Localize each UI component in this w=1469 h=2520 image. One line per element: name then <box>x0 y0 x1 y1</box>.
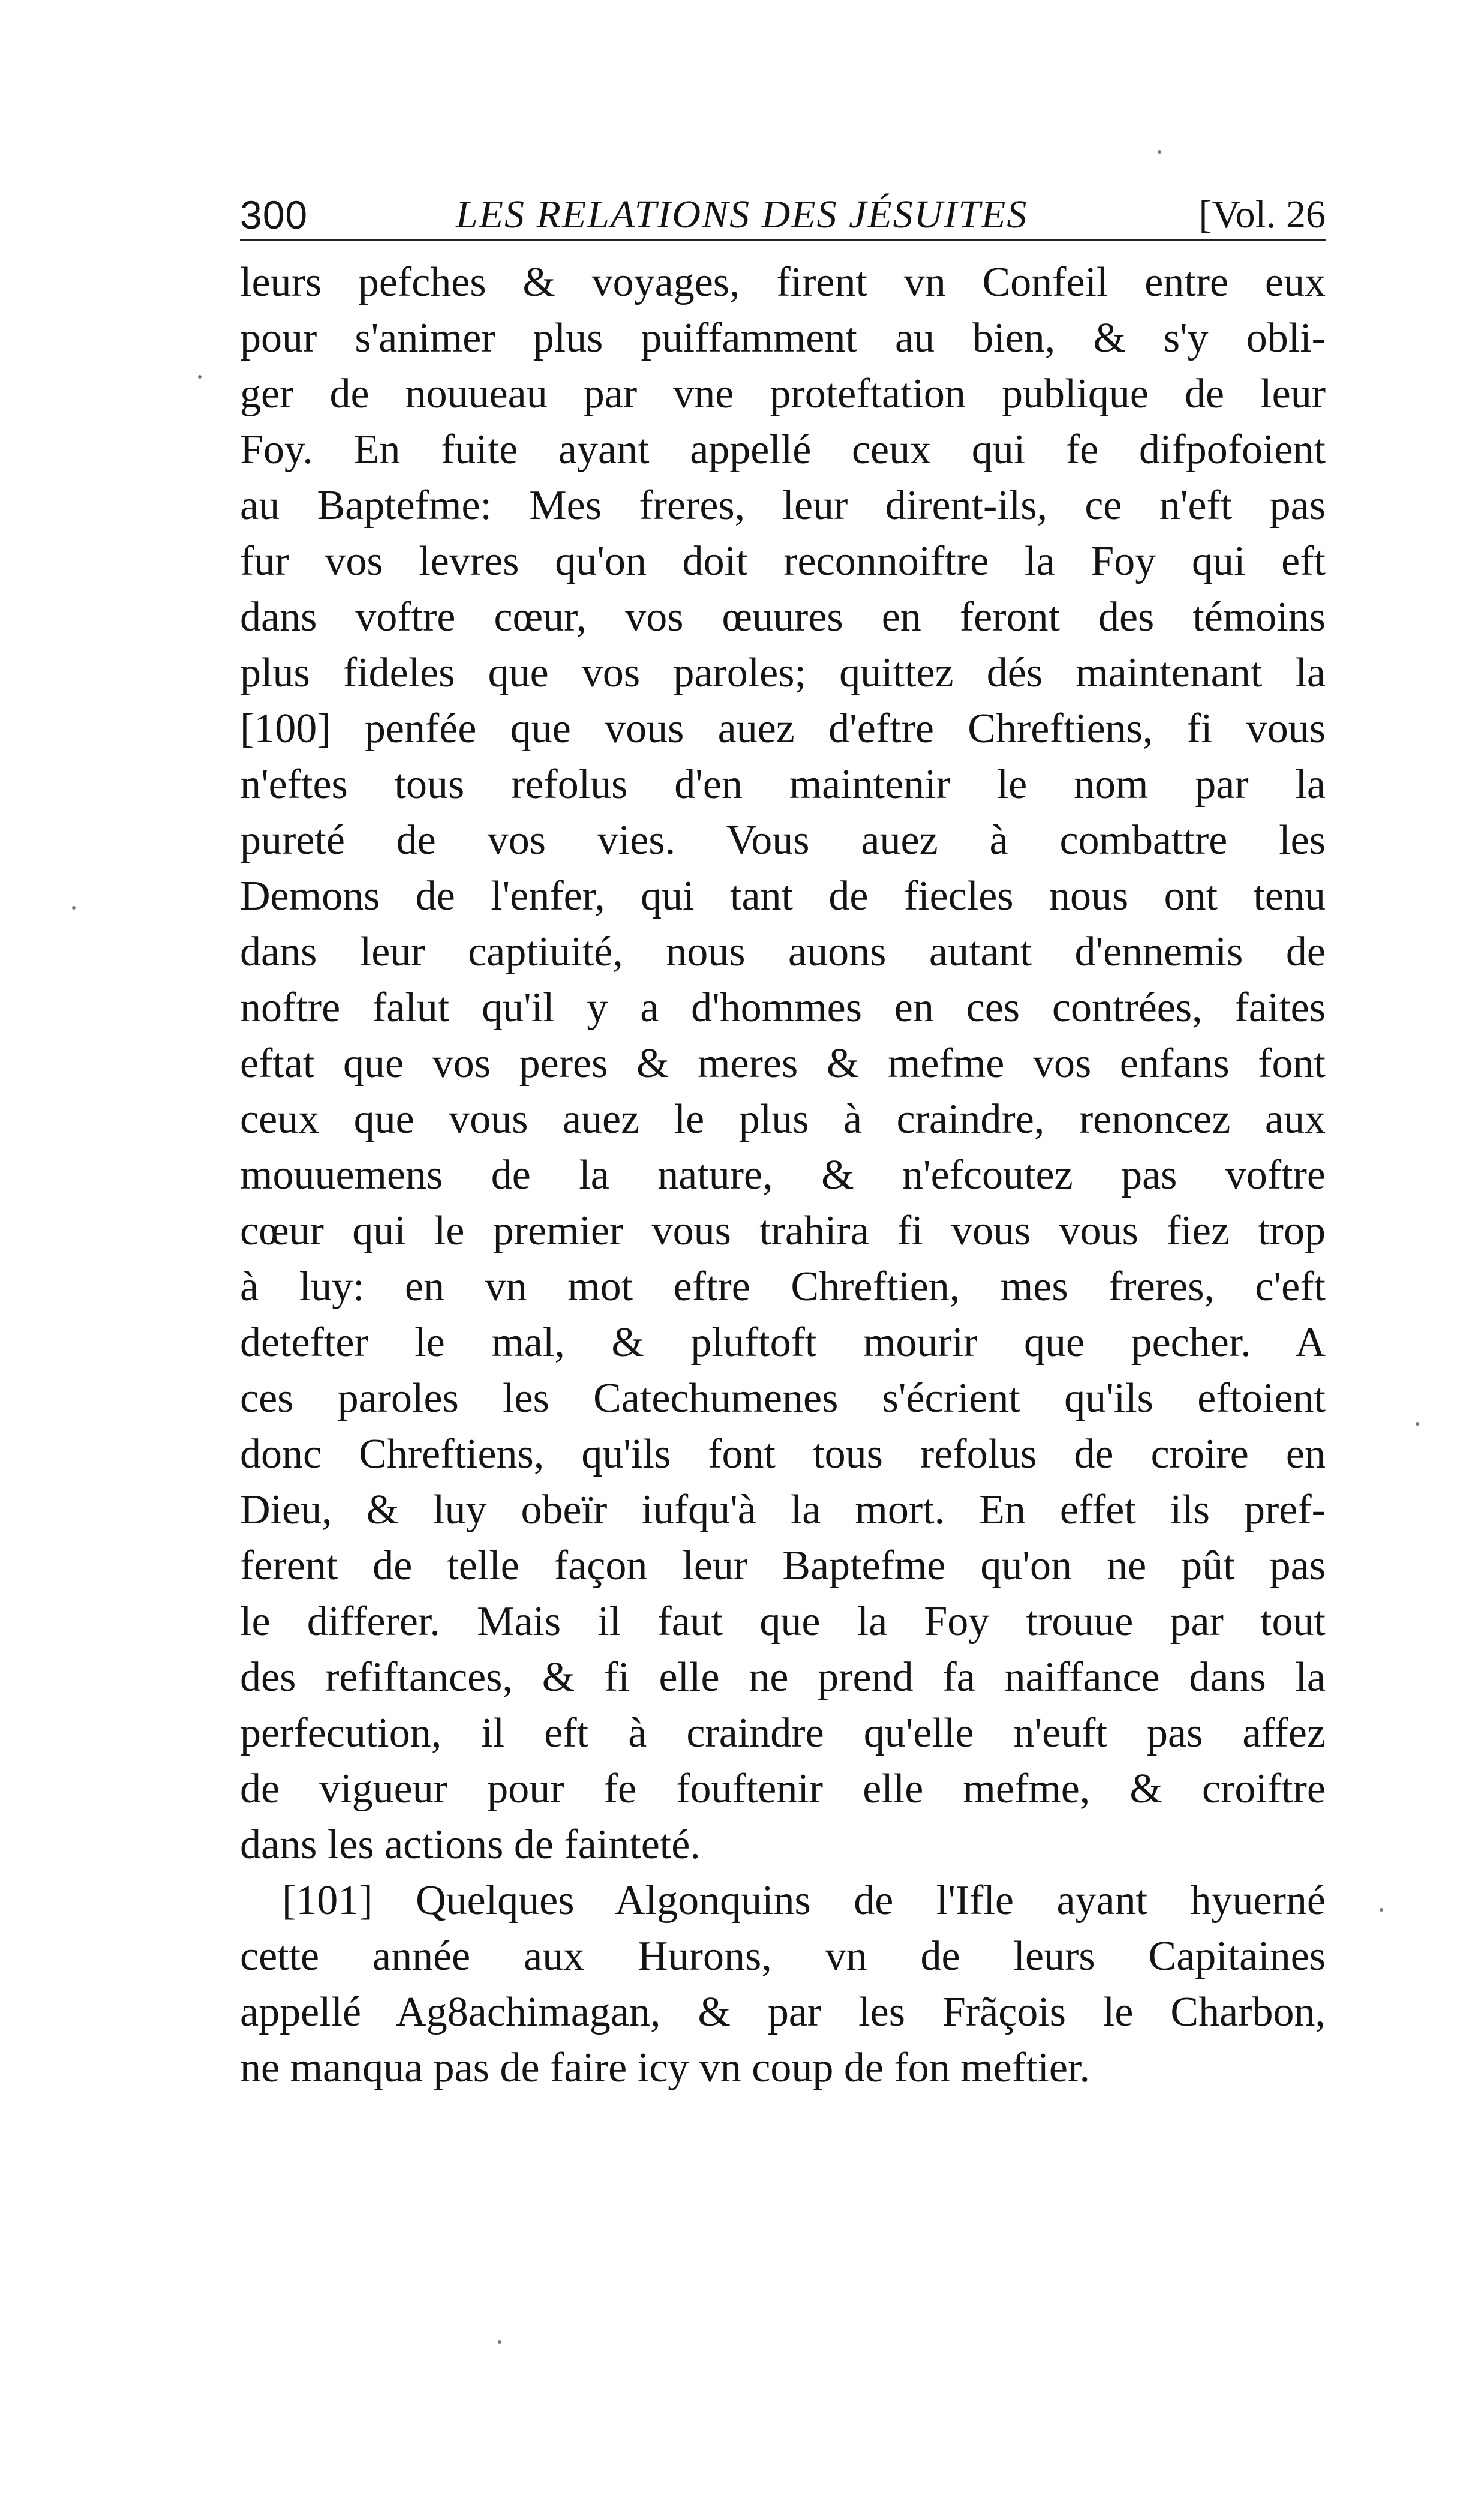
text-line: Dieu, & luy obeïr iufqu'à la mort. En effet ils pref- <box>240 1487 1326 1533</box>
text-line: ne manqua pas de faire icy vn coup de fon meftier. <box>240 2045 1090 2091</box>
text-line: pour s'animer plus puiffamment au bien, & s'y obli- <box>240 315 1326 361</box>
text-line: dans les actions de fainteté. <box>240 1822 701 1868</box>
text-line: Foy. En fuite ayant appellé ceux qui fe difpofoient <box>240 427 1326 473</box>
text-line: plus fideles que vos paroles; quittez dés maintenant la <box>240 650 1326 696</box>
body-text <box>240 254 1326 2096</box>
text-line: mouuemens de la nature, & n'efcoutez pas voftre <box>240 1152 1326 1198</box>
text-line: noftre falut qu'il y a d'hommes en ces contrées, faites <box>240 985 1326 1031</box>
text-line: le differer. Mais il faut que la Foy trouue par tout <box>240 1598 1326 1645</box>
text-line: ferent de telle façon leur Baptefme qu'on ne pût pas <box>240 1543 1326 1589</box>
text-line: pureté de vos vies. Vous auez à combattre les <box>240 817 1326 863</box>
text-line: Demons de l'enfer, qui tant de fiecles nous ont tenu <box>240 873 1326 919</box>
paragraph <box>240 254 1326 1873</box>
text-line: perfecution, il eft à craindre qu'elle n'euft pas affez <box>240 1710 1326 1756</box>
text-line: au Baptefme: Mes freres, leur dirent-ils, ce n'eft pas <box>240 482 1326 529</box>
scan-speck <box>72 906 76 910</box>
running-title: LES RELATIONS DES JÉSUITES <box>456 193 1028 236</box>
text-line: dans voftre cœur, vos œuures en feront des témoins <box>240 594 1326 640</box>
running-header <box>240 191 1326 241</box>
text-line: ceux que vous auez le plus à craindre, renoncez aux <box>240 1096 1326 1142</box>
text-line: [101] Quelques Algonquins de l'Ifle ayant hyuerné <box>282 1877 1326 1924</box>
scan-speck <box>198 375 202 379</box>
paragraph <box>240 1873 1326 2096</box>
text-line: leurs pefches & voyages, firent vn Confeil entre eux <box>240 259 1326 305</box>
text-line: cœur qui le premier vous trahira fi vous vous fiez trop <box>240 1208 1326 1254</box>
text-line: des refiftances, & fi elle ne prend fa naiffance dans la <box>240 1654 1326 1700</box>
page-number: 300 <box>240 193 308 237</box>
scan-speck <box>498 2340 501 2344</box>
scan-speck <box>1158 150 1161 154</box>
scan-speck <box>1416 1422 1419 1426</box>
text-line: eftat que vos peres & meres & mefme vos enfans font <box>240 1040 1326 1087</box>
text-line: cette année aux Hurons, vn de leurs Capitaines <box>240 1933 1326 1979</box>
text-line: [100] penfée que vous auez d'eftre Chreftiens, fi vous <box>240 706 1326 752</box>
text-line: appellé Ag8achimagan, & par les Frãçois le Charbon, <box>240 1989 1326 2035</box>
text-line: dans leur captiuité, nous auons autant d'ennemis de <box>240 929 1326 975</box>
text-line: detefter le mal, & pluftoft mourir que pecher. A <box>240 1319 1326 1366</box>
text-line: ger de nouueau par vne proteftation publique de leur <box>240 371 1326 417</box>
book-page <box>240 191 1326 2096</box>
text-line: à luy: en vn mot eftre Chreftien, mes freres, c'eft <box>240 1264 1326 1310</box>
text-line: donc Chreftiens, qu'ils font tous refolus de croire en <box>240 1431 1326 1477</box>
scan-speck <box>1380 1908 1383 1912</box>
text-line: ces paroles les Catechumenes s'écrient qu'ils eftoient <box>240 1375 1326 1421</box>
text-line: de vigueur pour fe fouftenir elle mefme, & croiftre <box>240 1766 1326 1812</box>
text-line: fur vos levres qu'on doit reconnoiftre la Foy qui eft <box>240 538 1326 584</box>
volume-label: [Vol. 26 <box>1198 193 1326 236</box>
text-line: n'eftes tous refolus d'en maintenir le nom par la <box>240 761 1326 808</box>
